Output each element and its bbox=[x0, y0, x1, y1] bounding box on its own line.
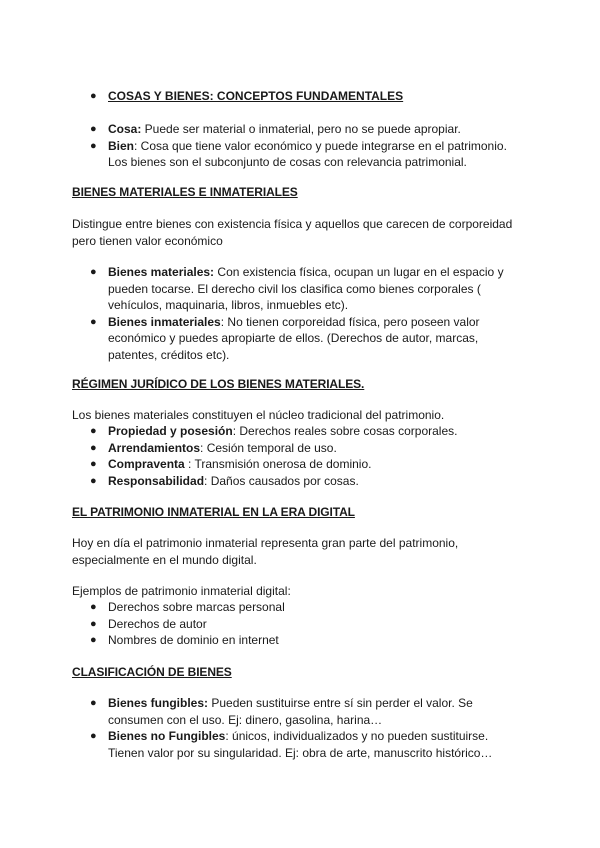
list-item-term: Responsabilidad bbox=[108, 473, 205, 488]
list-item bbox=[90, 440, 530, 457]
bullet-icon: ● bbox=[90, 425, 97, 437]
bullet-icon: ● bbox=[90, 139, 97, 152]
bullet-icon: ● bbox=[90, 730, 97, 742]
list-item bbox=[90, 695, 520, 728]
list-item-text: Pueden sustituirse entre sí sin perder el valor. Se consumen con el uso. Ej: dinero, gasolina, harina… bbox=[108, 696, 473, 727]
list-item-text: : Cosa que tiene valor económico y puede integrarse en el patrimonio. Los bienes son el subconjunto de cosas con relevancia patrimonial. bbox=[108, 138, 507, 169]
section-heading: BIENES MATERIALES E INMATERIALES bbox=[72, 185, 298, 199]
bullet-icon: ● bbox=[90, 697, 97, 709]
list-item-text: Puede ser material o inmaterial, pero no se puede apropiar. bbox=[141, 122, 461, 136]
list-item bbox=[90, 138, 520, 171]
list-item-text: Nombres de dominio en internet bbox=[108, 633, 279, 647]
section-heading: CLASIFICACIÓN DE BIENES bbox=[72, 665, 232, 679]
section-heading: EL PATRIMONIO INMATERIAL EN LA ERA DIGITAL bbox=[72, 505, 355, 519]
list-item bbox=[90, 423, 530, 440]
list-item-text: : Derechos reales sobre cosas corporales. bbox=[232, 424, 458, 438]
list-item-term: Cosa: bbox=[108, 122, 142, 136]
intro-list bbox=[90, 121, 520, 171]
list-item bbox=[90, 599, 530, 616]
list-item bbox=[90, 632, 530, 649]
list-item-text: : Transmisión onerosa de dominio. bbox=[188, 457, 372, 471]
list-item bbox=[90, 456, 530, 473]
list-item-term: Bienes materiales: bbox=[108, 265, 215, 279]
section2-list bbox=[90, 423, 530, 489]
list-item bbox=[90, 473, 530, 490]
list-item-term: Bien bbox=[108, 138, 135, 153]
bullet-icon: ● bbox=[90, 458, 97, 470]
section-paragraph: Hoy en día el patrimonio inmaterial representa gran parte del patrimonio, especialmente en el mundo digital. bbox=[72, 536, 459, 567]
list-item-text: : No tienen corporeidad física, pero poseen valor económico y puedes apropiarte de ellos. (Derechos de autor, marcas, patentes, créditos etc). bbox=[108, 314, 480, 362]
doc-title-line bbox=[90, 88, 403, 105]
list-item bbox=[90, 728, 520, 761]
bullet-icon: ● bbox=[90, 315, 97, 328]
list-item bbox=[90, 121, 520, 138]
list-item-term: Bienes no Fungibles bbox=[108, 729, 226, 743]
list-item-term: Bienes inmateriales bbox=[108, 314, 221, 329]
bullet-icon: ● bbox=[90, 90, 97, 102]
list-item-text: : únicos, individualizados y no pueden sustituirse. Tienen valor por su singularidad. Ej: obra de arte, manuscrito histórico… bbox=[108, 729, 493, 760]
section-paragraph: Ejemplos de patrimonio inmaterial digital: bbox=[72, 584, 291, 598]
list-item-text: Con existencia física, ocupan un lugar en el espacio y pueden tocarse. El derecho civil los clasifica como bienes corporales ( vehículos, maquinaria, libros, inmuebles etc). bbox=[108, 265, 504, 312]
list-item-term: Propiedad y posesión bbox=[108, 424, 233, 438]
list-item-term: Bienes fungibles: bbox=[108, 696, 209, 710]
list-item-text: Derechos de autor bbox=[108, 616, 207, 631]
bullet-icon: ● bbox=[90, 441, 97, 454]
list-item-term: Arrendamientos bbox=[108, 440, 201, 455]
bullet-icon: ● bbox=[90, 601, 97, 613]
list-item-text: : Daños causados por cosas. bbox=[204, 473, 359, 488]
section4-list bbox=[90, 695, 520, 761]
list-item bbox=[90, 616, 530, 633]
bullet-icon: ● bbox=[90, 474, 97, 487]
section-paragraph: Los bienes materiales constituyen el núcleo tradicional del patrimonio. bbox=[72, 408, 445, 422]
list-item-text: Derechos sobre marcas personal bbox=[108, 600, 285, 614]
list-item bbox=[90, 264, 520, 314]
bullet-icon: ● bbox=[90, 617, 97, 630]
bullet-icon: ● bbox=[90, 123, 97, 135]
doc-title: COSAS Y BIENES: CONCEPTOS FUNDAMENTALES bbox=[108, 89, 404, 103]
list-item-text: : Cesión temporal de uso. bbox=[200, 440, 337, 455]
section3-list bbox=[90, 599, 530, 649]
section1-list bbox=[90, 264, 520, 363]
bullet-icon: ● bbox=[90, 266, 97, 278]
section-paragraph: Distingue entre bienes con existencia física y aquellos que carecen de corporeidad pero tienen valor económico bbox=[72, 217, 513, 248]
bullet-icon: ● bbox=[90, 634, 97, 646]
list-item bbox=[90, 314, 520, 364]
section-heading: RÉGIMEN JURÍDICO DE LOS BIENES MATERIALES. bbox=[72, 377, 365, 391]
list-item-term: Compraventa bbox=[108, 457, 189, 471]
